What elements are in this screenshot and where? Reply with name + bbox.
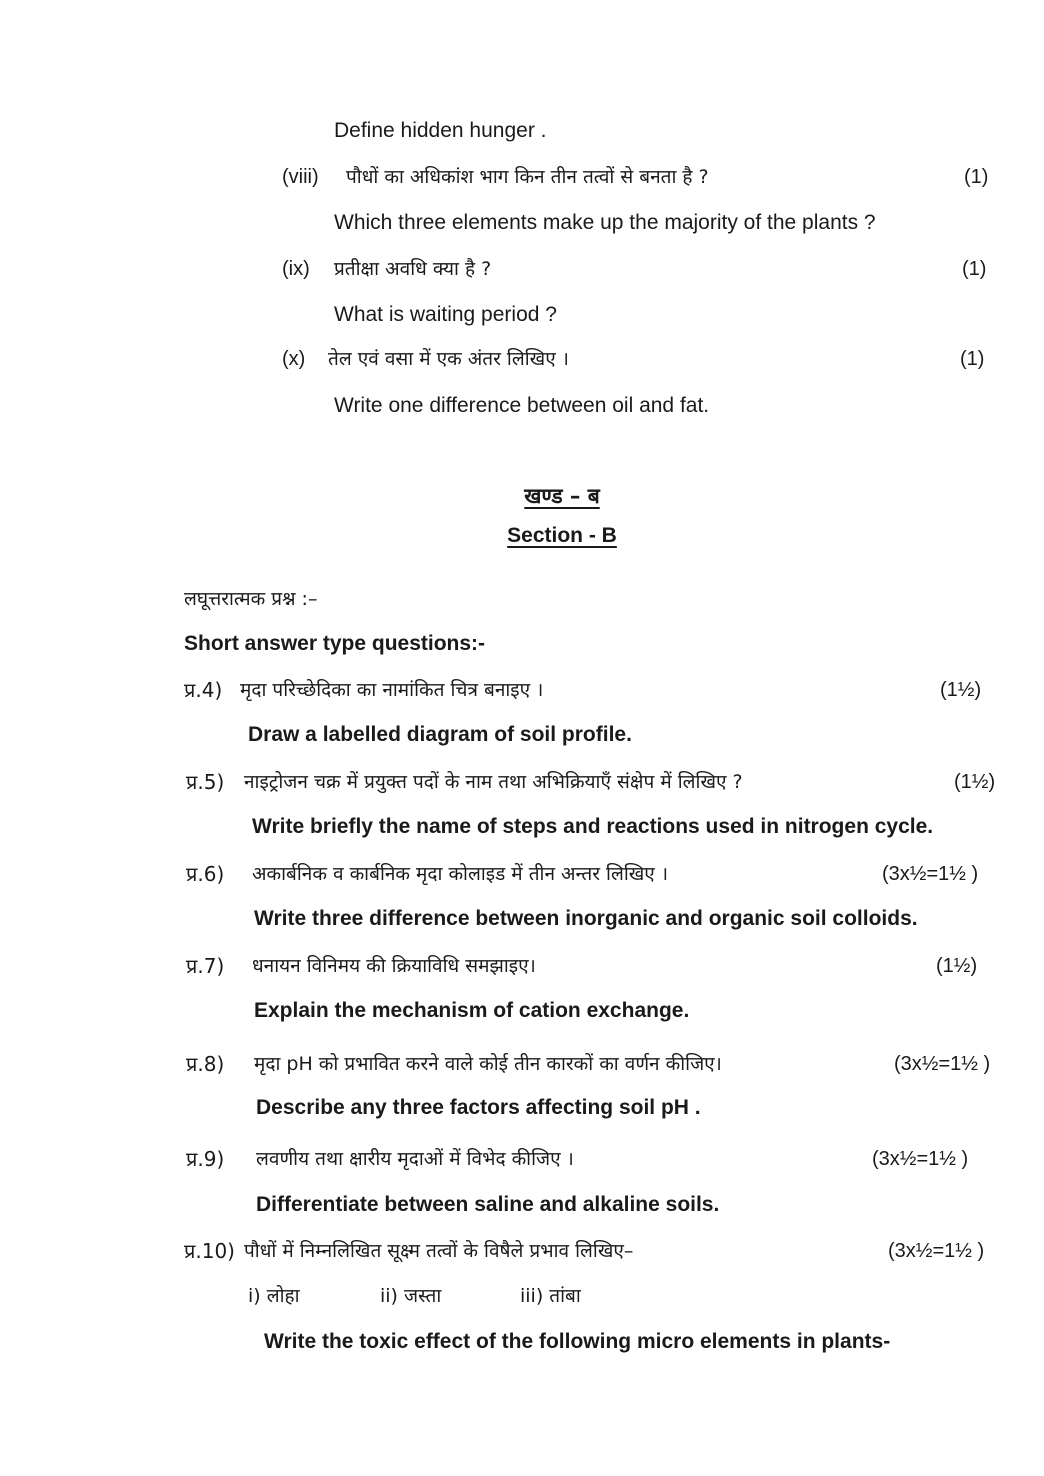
item-marks: (1) xyxy=(962,258,987,280)
question-english: Draw a labelled diagram of soil profile. xyxy=(248,723,632,746)
intro-hindi: लघूत्तरात्मक प्रश्न :– xyxy=(184,588,318,610)
question-hindi: मृदा pH को प्रभावित करने वाले कोई तीन कारकों का वर्णन कीजिए। xyxy=(254,1053,722,1075)
question-marks: (3x½=1½ ) xyxy=(882,863,979,885)
question-english: Describe any three factors affecting soil pH . xyxy=(256,1096,701,1119)
option-item: i) लोहा xyxy=(248,1285,300,1307)
item-hindi-text: पौधों का अधिकांश भाग किन तीन तत्वों से बनता है ? xyxy=(346,166,709,188)
question-number: प्र.9) xyxy=(186,1147,225,1171)
question-marks: (1½) xyxy=(940,679,982,701)
question-english: Write briefly the name of steps and reactions used in nitrogen cycle. xyxy=(252,815,934,838)
question-hindi: पौधों में निम्नलिखित सूक्ष्म तत्वों के विषैले प्रभाव लिखिए– xyxy=(244,1240,634,1262)
option-item: iii) तांबा xyxy=(520,1285,581,1307)
item-number: (viii) xyxy=(282,166,319,188)
question-hindi: धनायन विनिमय की क्रियाविधि समझाइए। xyxy=(252,955,536,977)
item-number: (x) xyxy=(282,348,306,370)
item-marks: (1) xyxy=(964,166,989,188)
item-hindi-text: प्रतीक्षा अवधि क्या है ? xyxy=(334,258,492,280)
question-marks: (3x½=1½ ) xyxy=(894,1053,991,1075)
item-english-text: Which three elements make up the majority of the plants ? xyxy=(334,211,876,234)
question-marks: (3x½=1½ ) xyxy=(872,1148,969,1170)
question-number: प्र.4) xyxy=(184,678,223,702)
question-english: Write three difference between inorganic and organic soil colloids. xyxy=(254,907,918,930)
item-number: (ix) xyxy=(282,258,310,280)
question-marks: (3x½=1½ ) xyxy=(888,1240,985,1262)
question-number: प्र.7) xyxy=(186,954,225,978)
question-hindi: मृदा परिच्छेदिका का नामांकित चित्र बनाइए । xyxy=(240,679,544,701)
q7-english-text: Define hidden hunger . xyxy=(334,119,547,142)
question-number: प्र.5) xyxy=(186,770,225,794)
question-marks: (1½) xyxy=(936,955,978,977)
section-title-english: Section - B xyxy=(507,524,617,547)
question-number: प्र.8) xyxy=(186,1052,225,1076)
item-marks: (1) xyxy=(960,348,985,370)
item-english-text: Write one difference between oil and fat. xyxy=(334,394,710,417)
question-hindi: अकार्बनिक व कार्बनिक मृदा कोलाइड में तीन अन्तर लिखिए । xyxy=(252,863,669,885)
question-english: Differentiate between saline and alkaline soils. xyxy=(256,1193,720,1216)
intro-english: Short answer type questions:- xyxy=(184,632,486,655)
item-hindi-text: तेल एवं वसा में एक अंतर लिखिए । xyxy=(328,348,569,370)
question-marks: (1½) xyxy=(954,771,996,793)
question-number: प्र.6) xyxy=(186,862,225,886)
question-hindi: नाइट्रोजन चक्र में प्रयुक्त पदों के नाम तथा अभिक्रियाएँ संक्षेप में लिखिए ? xyxy=(244,771,743,793)
option-item: ii) जस्ता xyxy=(380,1285,442,1307)
question-number: प्र.10) xyxy=(184,1239,235,1263)
question-english: Explain the mechanism of cation exchange. xyxy=(254,999,690,1022)
question-english: Write the toxic effect of the following micro elements in plants- xyxy=(264,1330,891,1353)
item-english-text: What is waiting period ? xyxy=(334,303,557,326)
section-title-hindi: खण्ड – ब xyxy=(524,484,600,508)
question-hindi: लवणीय तथा क्षारीय मृदाओं में विभेद कीजिए । xyxy=(256,1148,574,1170)
